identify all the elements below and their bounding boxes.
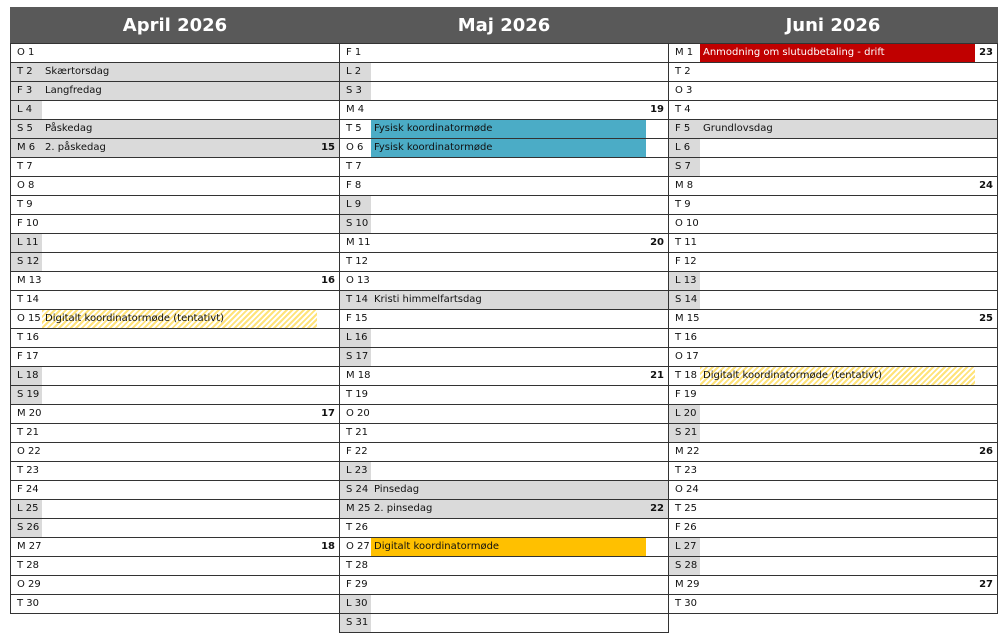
day-row[interactable]	[11, 309, 339, 328]
day-cell	[42, 462, 339, 480]
day-cell	[42, 272, 339, 290]
holiday-label: Pinsedag	[374, 484, 420, 495]
month-column	[10, 43, 340, 614]
day-row[interactable]	[340, 271, 668, 290]
day-cell	[700, 462, 997, 480]
day-label: S 26	[11, 519, 42, 537]
day-row[interactable]	[11, 461, 339, 480]
day-label: M 29	[675, 579, 700, 590]
day-row[interactable]	[11, 518, 339, 537]
day-cell	[42, 158, 339, 176]
day-label: F 12	[675, 256, 697, 267]
day-cell	[42, 234, 339, 252]
day-label: T 7	[346, 161, 362, 172]
day-row[interactable]	[669, 347, 997, 366]
event-bar[interactable]: Digitalt koordinatormøde (tentativt)	[700, 367, 975, 385]
week-number: 24	[979, 180, 993, 191]
day-cell	[700, 272, 997, 290]
day-row[interactable]	[669, 556, 997, 575]
day-label: L 23	[340, 462, 371, 480]
day-label: L 11	[11, 234, 42, 252]
day-label: T 9	[675, 199, 691, 210]
day-label: L 16	[340, 329, 371, 347]
day-label: S 21	[669, 424, 700, 442]
day-label: F 1	[346, 47, 362, 58]
day-row[interactable]	[340, 347, 668, 366]
day-cell	[700, 215, 997, 233]
day-cell	[700, 405, 997, 423]
day-row[interactable]	[340, 214, 668, 233]
day-cell	[700, 481, 997, 499]
day-label: M 22	[675, 446, 700, 457]
holiday-label: Grundlovsdag	[703, 123, 773, 134]
day-label: S 17	[340, 348, 371, 366]
day-row[interactable]	[669, 81, 997, 100]
day-row[interactable]	[11, 575, 339, 594]
day-cell	[700, 139, 997, 157]
day-row[interactable]	[340, 613, 668, 632]
day-cell	[371, 310, 668, 328]
day-row[interactable]	[669, 271, 997, 290]
day-label: O 17	[675, 351, 699, 362]
day-label: L 30	[340, 595, 371, 613]
day-row[interactable]	[340, 43, 668, 62]
day-label: O 10	[675, 218, 699, 229]
day-cell	[42, 424, 339, 442]
day-cell	[700, 386, 997, 404]
day-label: O 15	[17, 313, 41, 324]
day-label: S 28	[669, 557, 700, 575]
day-row[interactable]	[669, 157, 997, 176]
day-cell	[700, 310, 997, 328]
day-label: T 28	[346, 560, 369, 571]
day-label: T 2	[17, 66, 33, 77]
day-label: T 26	[346, 522, 369, 533]
week-number: 16	[321, 275, 335, 286]
day-row[interactable]	[340, 423, 668, 442]
day-cell	[371, 557, 668, 575]
day-label: T 5	[346, 123, 362, 134]
month-title: Juni 2026	[668, 7, 998, 43]
day-label: F 26	[675, 522, 697, 533]
day-label: T 23	[17, 465, 40, 476]
day-label: T 30	[675, 598, 698, 609]
day-label: M 6	[17, 142, 36, 153]
day-label: F 22	[346, 446, 368, 457]
week-number: 19	[650, 104, 664, 115]
day-cell	[42, 348, 339, 366]
day-label: F 15	[346, 313, 368, 324]
day-cell	[371, 196, 668, 214]
day-row[interactable]	[669, 214, 997, 233]
day-label: T 4	[675, 104, 691, 115]
day-row[interactable]	[669, 119, 997, 138]
day-row[interactable]	[669, 176, 997, 195]
day-label: T 28	[17, 560, 40, 571]
day-label: T 21	[17, 427, 40, 438]
day-cell	[371, 614, 668, 632]
day-row[interactable]	[11, 176, 339, 195]
day-cell	[42, 386, 339, 404]
day-row[interactable]	[11, 100, 339, 119]
day-row[interactable]	[669, 290, 997, 309]
day-row[interactable]	[669, 537, 997, 556]
week-number: 22	[650, 503, 664, 514]
day-cell	[371, 519, 668, 537]
day-cell	[371, 253, 668, 271]
day-cell	[42, 519, 339, 537]
day-label: M 1	[675, 47, 694, 58]
day-row[interactable]	[340, 138, 668, 157]
day-row[interactable]	[11, 252, 339, 271]
day-cell	[700, 557, 997, 575]
day-label: L 25	[11, 500, 42, 518]
day-cell	[371, 158, 668, 176]
day-label: S 12	[11, 253, 42, 271]
day-cell	[42, 367, 339, 385]
day-label: L 13	[669, 272, 700, 290]
day-row[interactable]	[669, 62, 997, 81]
holiday-label: Skærtorsdag	[45, 66, 110, 77]
day-row[interactable]	[340, 81, 668, 100]
day-cell	[42, 215, 339, 233]
day-row[interactable]	[11, 385, 339, 404]
day-label: T 18	[675, 370, 698, 381]
day-cell	[371, 405, 668, 423]
week-number: 26	[979, 446, 993, 457]
day-row[interactable]	[11, 442, 339, 461]
day-label: T 21	[346, 427, 369, 438]
day-row[interactable]	[11, 328, 339, 347]
day-label: M 15	[675, 313, 700, 324]
day-cell	[371, 44, 668, 62]
day-label: O 29	[17, 579, 41, 590]
day-cell	[371, 101, 668, 119]
week-number: 18	[321, 541, 335, 552]
day-label: O 20	[346, 408, 370, 419]
day-row[interactable]	[669, 138, 997, 157]
day-label: M 18	[346, 370, 371, 381]
day-row[interactable]	[340, 385, 668, 404]
day-cell	[42, 500, 339, 518]
day-label: S 3	[340, 82, 371, 100]
day-label: T 14	[346, 294, 369, 305]
event-bar[interactable]: Anmodning om slutudbetaling - drift	[700, 44, 975, 62]
day-row[interactable]	[669, 252, 997, 271]
day-cell	[42, 538, 339, 556]
day-cell	[371, 234, 668, 252]
day-cell	[700, 63, 997, 81]
week-number: 17	[321, 408, 335, 419]
day-label: F 29	[346, 579, 368, 590]
day-row[interactable]	[11, 195, 339, 214]
day-row[interactable]	[669, 43, 997, 62]
day-label: F 10	[17, 218, 39, 229]
day-row[interactable]	[669, 100, 997, 119]
day-label: S 14	[669, 291, 700, 309]
day-label: F 19	[675, 389, 697, 400]
day-row[interactable]	[340, 575, 668, 594]
day-label: O 22	[17, 446, 41, 457]
day-cell	[42, 44, 339, 62]
day-row[interactable]	[11, 404, 339, 423]
day-cell	[700, 424, 997, 442]
day-row[interactable]	[340, 119, 668, 138]
day-label: O 13	[346, 275, 370, 286]
day-label: L 6	[669, 139, 700, 157]
day-cell	[371, 63, 668, 81]
day-cell	[700, 291, 997, 309]
day-label: T 30	[17, 598, 40, 609]
day-label: L 20	[669, 405, 700, 423]
holiday-label: Påskedag	[45, 123, 93, 134]
day-label: F 24	[17, 484, 39, 495]
day-row[interactable]	[340, 442, 668, 461]
day-label: F 8	[346, 180, 362, 191]
day-cell	[700, 253, 997, 271]
day-cell	[371, 367, 668, 385]
week-number: 21	[650, 370, 664, 381]
day-row[interactable]	[11, 347, 339, 366]
day-row[interactable]	[340, 252, 668, 271]
day-row[interactable]	[11, 138, 339, 157]
day-cell	[371, 576, 668, 594]
day-row[interactable]	[11, 214, 339, 233]
day-label: F 17	[17, 351, 39, 362]
day-cell	[371, 348, 668, 366]
day-row[interactable]	[340, 100, 668, 119]
day-cell	[42, 196, 339, 214]
day-label: M 25	[346, 503, 371, 514]
day-cell	[371, 462, 668, 480]
day-label: S 10	[340, 215, 371, 233]
day-cell	[371, 272, 668, 290]
day-label: T 11	[675, 237, 698, 248]
day-cell	[42, 177, 339, 195]
day-cell	[700, 101, 997, 119]
holiday-label: Kristi himmelfartsdag	[374, 294, 482, 305]
day-cell	[700, 500, 997, 518]
day-row[interactable]	[11, 499, 339, 518]
holiday-label: Langfredag	[45, 85, 102, 96]
day-cell	[42, 576, 339, 594]
day-row[interactable]	[11, 62, 339, 81]
day-row[interactable]	[669, 233, 997, 252]
day-row[interactable]	[340, 62, 668, 81]
day-label: O 27	[346, 541, 370, 552]
day-label: L 2	[340, 63, 371, 81]
day-row[interactable]	[669, 518, 997, 537]
day-cell	[700, 82, 997, 100]
day-label: T 7	[17, 161, 33, 172]
day-label: T 16	[17, 332, 40, 343]
day-cell	[700, 519, 997, 537]
day-cell	[371, 215, 668, 233]
day-label: M 8	[675, 180, 694, 191]
day-cell	[371, 329, 668, 347]
day-row[interactable]	[11, 290, 339, 309]
day-cell	[700, 348, 997, 366]
day-label: T 25	[675, 503, 698, 514]
month-column	[668, 43, 998, 614]
day-row[interactable]	[340, 176, 668, 195]
day-row[interactable]	[11, 423, 339, 442]
day-label: L 9	[340, 196, 371, 214]
day-row[interactable]	[669, 366, 997, 385]
day-cell	[371, 177, 668, 195]
day-row[interactable]	[340, 290, 668, 309]
event-bar[interactable]: Fysisk koordinatormøde	[371, 120, 646, 138]
day-row[interactable]	[669, 404, 997, 423]
day-label: S 31	[340, 614, 371, 632]
day-row[interactable]	[669, 575, 997, 594]
week-number: 27	[979, 579, 993, 590]
day-label: M 20	[17, 408, 42, 419]
day-row[interactable]	[669, 442, 997, 461]
day-cell	[42, 481, 339, 499]
month-column	[339, 43, 669, 633]
day-cell	[42, 443, 339, 461]
day-row[interactable]	[340, 461, 668, 480]
day-cell	[42, 405, 339, 423]
day-row[interactable]	[340, 157, 668, 176]
day-label: L 27	[669, 538, 700, 556]
day-row[interactable]	[669, 461, 997, 480]
day-cell	[700, 329, 997, 347]
day-row[interactable]	[340, 556, 668, 575]
day-row[interactable]	[340, 233, 668, 252]
day-label: T 23	[675, 465, 698, 476]
day-cell	[700, 177, 997, 195]
day-row[interactable]	[340, 366, 668, 385]
day-cell	[700, 196, 997, 214]
event-bar[interactable]: Fysisk koordinatormøde	[371, 139, 646, 157]
day-cell	[42, 253, 339, 271]
day-cell	[700, 538, 997, 556]
week-number: 25	[979, 313, 993, 324]
day-cell	[700, 595, 997, 613]
day-label: T 16	[675, 332, 698, 343]
day-label: S 19	[11, 386, 42, 404]
day-label: O 24	[675, 484, 699, 495]
day-label: T 9	[17, 199, 33, 210]
day-label: S 24	[346, 484, 369, 495]
day-row[interactable]	[11, 594, 339, 613]
day-row[interactable]	[11, 119, 339, 138]
day-row[interactable]	[669, 328, 997, 347]
day-label: O 6	[346, 142, 364, 153]
day-row[interactable]	[669, 499, 997, 518]
holiday-label: 2. pinsedag	[374, 503, 433, 514]
week-number: 15	[321, 142, 335, 153]
day-row[interactable]	[11, 157, 339, 176]
day-row[interactable]	[340, 537, 668, 556]
day-cell	[700, 443, 997, 461]
day-row[interactable]	[669, 594, 997, 613]
day-row[interactable]	[11, 233, 339, 252]
day-cell	[42, 595, 339, 613]
day-row[interactable]	[11, 537, 339, 556]
week-number: 23	[979, 47, 993, 58]
day-label: L 4	[11, 101, 42, 119]
day-cell	[42, 557, 339, 575]
day-row[interactable]	[11, 43, 339, 62]
day-label: L 18	[11, 367, 42, 385]
day-cell	[700, 234, 997, 252]
day-row[interactable]	[340, 404, 668, 423]
event-bar[interactable]: Digitalt koordinatormøde (tentativt)	[42, 310, 317, 328]
day-row[interactable]	[669, 423, 997, 442]
day-row[interactable]	[340, 499, 668, 518]
day-label: F 5	[675, 123, 691, 134]
day-cell	[371, 82, 668, 100]
day-cell	[371, 424, 668, 442]
day-cell	[371, 386, 668, 404]
day-label: M 27	[17, 541, 42, 552]
day-label: S 5	[17, 123, 33, 134]
day-label: T 12	[346, 256, 369, 267]
holiday-label: 2. påskedag	[45, 142, 106, 153]
day-label: M 13	[17, 275, 42, 286]
day-row[interactable]	[669, 195, 997, 214]
day-cell	[42, 291, 339, 309]
day-label: S 7	[669, 158, 700, 176]
day-row[interactable]	[11, 81, 339, 100]
day-label: O 1	[17, 47, 35, 58]
day-label: T 2	[675, 66, 691, 77]
day-row[interactable]	[340, 328, 668, 347]
day-label: M 11	[346, 237, 371, 248]
day-row[interactable]	[11, 271, 339, 290]
day-cell	[42, 329, 339, 347]
day-cell	[371, 595, 668, 613]
month-title: Maj 2026	[339, 7, 669, 43]
day-row[interactable]	[340, 309, 668, 328]
month-title: April 2026	[10, 7, 340, 43]
day-label: O 3	[675, 85, 693, 96]
week-number: 20	[650, 237, 664, 248]
day-row[interactable]	[11, 480, 339, 499]
day-cell	[700, 576, 997, 594]
day-cell	[700, 158, 997, 176]
day-row[interactable]	[11, 556, 339, 575]
day-label: F 3	[17, 85, 33, 96]
day-row[interactable]	[11, 366, 339, 385]
day-row[interactable]	[340, 195, 668, 214]
day-label: T 19	[346, 389, 369, 400]
day-label: T 14	[17, 294, 40, 305]
day-row[interactable]	[340, 480, 668, 499]
day-label: O 8	[17, 180, 35, 191]
event-bar[interactable]: Digitalt koordinatormøde	[371, 538, 646, 556]
day-row[interactable]	[340, 518, 668, 537]
day-row[interactable]	[669, 309, 997, 328]
day-row[interactable]	[669, 480, 997, 499]
day-label: M 4	[346, 104, 365, 115]
day-row[interactable]	[669, 385, 997, 404]
day-cell	[371, 443, 668, 461]
day-cell	[42, 101, 339, 119]
day-row[interactable]	[340, 594, 668, 613]
